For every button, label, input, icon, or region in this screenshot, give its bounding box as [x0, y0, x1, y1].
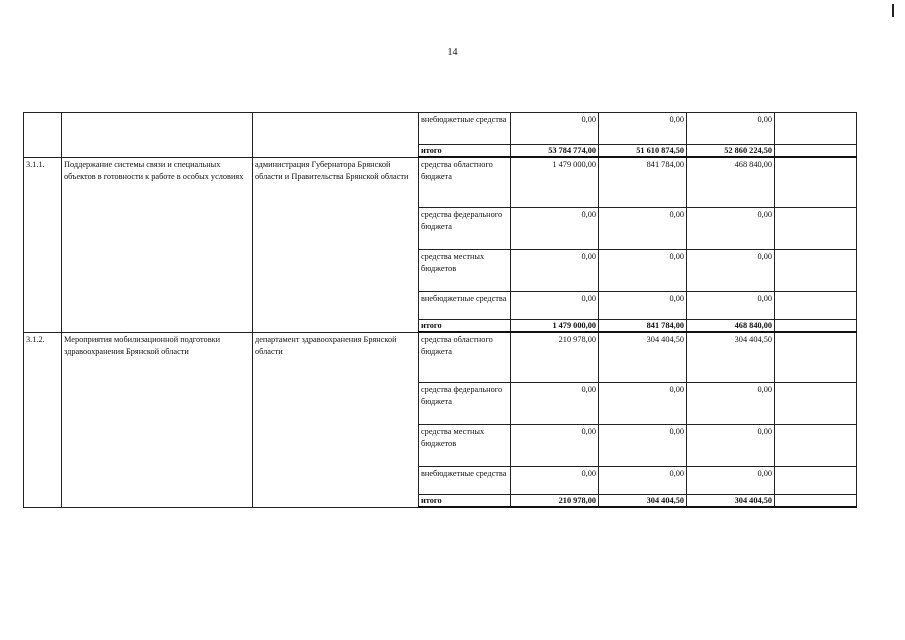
value-year-1: 210 978,00: [511, 332, 599, 383]
value-year-2: 0,00: [599, 383, 687, 425]
item-name: Поддержание системы связи и специальных объектов в готовности к работе в особых условиях: [62, 157, 253, 332]
item-code: 3.1.2.: [24, 332, 62, 507]
page-number: 14: [447, 47, 458, 58]
value-year-1: 0,00: [511, 292, 599, 320]
value-year-3: 0,00: [687, 292, 775, 320]
total-label: итого: [419, 145, 511, 158]
value-year-3: 52 860 224,50: [687, 145, 775, 158]
empty-cell: [775, 113, 857, 145]
total-label: итого: [419, 320, 511, 333]
name-cell: [62, 113, 253, 158]
empty-cell: [775, 332, 857, 383]
item-executor: администрация Губернатора Брянской области и Правительства Брянской области: [253, 157, 419, 332]
total-label: итого: [419, 495, 511, 508]
empty-cell: [775, 495, 857, 508]
empty-cell: [775, 157, 857, 208]
value-year-1: 0,00: [511, 250, 599, 292]
value-year-2: 0,00: [599, 113, 687, 145]
value-year-1: 0,00: [511, 208, 599, 250]
empty-cell: [775, 467, 857, 495]
value-year-2: 841 784,00: [599, 320, 687, 333]
value-year-1: 1 479 000,00: [511, 320, 599, 333]
value-year-2: 0,00: [599, 425, 687, 467]
empty-cell: [775, 292, 857, 320]
funding-source: средства областного бюджета: [419, 332, 511, 383]
empty-cell: [775, 145, 857, 158]
value-year-2: 0,00: [599, 292, 687, 320]
funding-source: внебюджетные средства: [419, 113, 511, 145]
value-year-2: 0,00: [599, 208, 687, 250]
table-row: [24, 332, 857, 383]
value-year-2: 0,00: [599, 467, 687, 495]
value-year-3: 0,00: [687, 425, 775, 467]
item-name: Мероприятия мобилизационной подготовки здравоохранения Брянской области: [62, 332, 253, 507]
value-year-3: 468 840,00: [687, 157, 775, 208]
funding-source: средства федерального бюджета: [419, 208, 511, 250]
value-year-1: 0,00: [511, 113, 599, 145]
value-year-3: 0,00: [687, 383, 775, 425]
value-year-1: 0,00: [511, 467, 599, 495]
table-row: [24, 113, 857, 145]
empty-cell: [775, 208, 857, 250]
value-year-1: 0,00: [511, 425, 599, 467]
funding-source: средства областного бюджета: [419, 157, 511, 208]
funding-source: средства местных бюджетов: [419, 425, 511, 467]
empty-cell: [775, 320, 857, 333]
value-year-2: 0,00: [599, 250, 687, 292]
scan-edge-mark: [892, 4, 894, 17]
table-row: [24, 157, 857, 208]
funding-source: внебюджетные средства: [419, 467, 511, 495]
value-year-2: 304 404,50: [599, 495, 687, 508]
value-year-2: 304 404,50: [599, 332, 687, 383]
executor-cell: [253, 113, 419, 158]
value-year-3: 304 404,50: [687, 495, 775, 508]
value-year-3: 304 404,50: [687, 332, 775, 383]
value-year-1: 0,00: [511, 383, 599, 425]
value-year-1: 1 479 000,00: [511, 157, 599, 208]
empty-cell: [775, 250, 857, 292]
item-code: 3.1.1.: [24, 157, 62, 332]
value-year-3: 0,00: [687, 250, 775, 292]
value-year-1: 53 784 774,00: [511, 145, 599, 158]
value-year-3: 468 840,00: [687, 320, 775, 333]
code-cell: [24, 113, 62, 158]
value-year-1: 210 978,00: [511, 495, 599, 508]
value-year-2: 841 784,00: [599, 157, 687, 208]
value-year-3: 0,00: [687, 113, 775, 145]
value-year-2: 51 610 874,50: [599, 145, 687, 158]
budget-table: [23, 112, 857, 508]
value-year-3: 0,00: [687, 467, 775, 495]
empty-cell: [775, 383, 857, 425]
item-executor: департамент здравоохранения Брянской области: [253, 332, 419, 507]
funding-source: внебюджетные средства: [419, 292, 511, 320]
funding-source: средства федерального бюджета: [419, 383, 511, 425]
empty-cell: [775, 425, 857, 467]
funding-source: средства местных бюджетов: [419, 250, 511, 292]
value-year-3: 0,00: [687, 208, 775, 250]
